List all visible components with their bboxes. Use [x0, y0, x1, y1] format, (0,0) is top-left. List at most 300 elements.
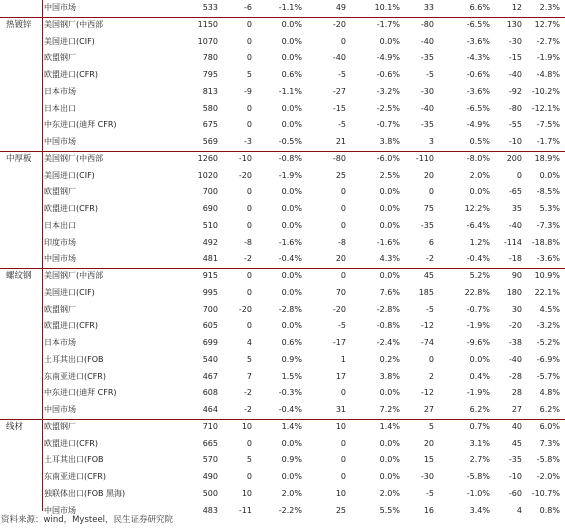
- value-cell: 500: [202, 488, 218, 498]
- value-cell: -2: [244, 388, 252, 398]
- value-cell: 540: [202, 354, 218, 364]
- value-cell: 10: [241, 488, 252, 498]
- value-cell: 464: [202, 405, 218, 414]
- table-row: [0, 469, 565, 486]
- value-cell: -92: [508, 86, 522, 96]
- value-cell: 0.0%: [281, 220, 302, 230]
- value-cell: 16: [423, 505, 434, 515]
- value-cell: -11: [238, 505, 252, 515]
- value-cell: 1.4%: [379, 421, 400, 431]
- value-cell: 0: [428, 187, 434, 197]
- value-cell: 0.9%: [281, 455, 302, 465]
- value-cell: 3.1%: [469, 438, 490, 448]
- value-cell: -18: [508, 254, 522, 264]
- value-cell: -40: [508, 354, 522, 364]
- value-cell: -1.6%: [278, 237, 302, 247]
- market-name: 中国市场: [44, 254, 76, 264]
- value-cell: -74: [420, 338, 434, 347]
- value-cell: 0.0%: [281, 120, 302, 130]
- table-row: [0, 352, 565, 369]
- table-row: [0, 486, 565, 503]
- value-cell: 45: [511, 438, 522, 448]
- value-cell: -80: [332, 153, 346, 163]
- value-cell: -18.8%: [531, 237, 560, 247]
- value-cell: -4.3%: [466, 53, 490, 63]
- value-cell: 3.8%: [379, 371, 400, 381]
- value-cell: 35: [511, 204, 522, 213]
- value-cell: -40: [508, 220, 522, 230]
- value-cell: -5: [338, 70, 346, 79]
- value-cell: -10.7%: [531, 488, 560, 498]
- table-row: [0, 452, 565, 469]
- value-cell: -1.6%: [376, 237, 400, 247]
- value-cell: 6.0%: [539, 421, 560, 431]
- value-cell: 0: [246, 472, 252, 481]
- value-cell: 665: [202, 438, 218, 448]
- value-cell: -4.8%: [536, 70, 560, 79]
- value-cell: 12: [511, 3, 522, 12]
- value-cell: 0: [340, 204, 346, 213]
- value-cell: 7: [246, 371, 252, 381]
- value-cell: 7.3%: [539, 438, 560, 448]
- value-cell: 995: [202, 287, 218, 297]
- value-cell: 710: [202, 421, 218, 431]
- value-cell: 20: [423, 170, 434, 180]
- value-cell: -38: [508, 338, 522, 347]
- market-name: 美国进口(CIF): [44, 287, 95, 297]
- value-cell: 45: [423, 271, 434, 280]
- value-cell: 0.0%: [281, 103, 302, 113]
- value-cell: -7.3%: [536, 220, 560, 230]
- value-cell: 580: [202, 103, 218, 113]
- value-cell: 483: [202, 505, 218, 515]
- value-cell: -2.8%: [376, 304, 400, 314]
- value-cell: 510: [202, 220, 218, 230]
- market-name: 日本出口: [44, 103, 76, 113]
- value-cell: -0.6%: [466, 70, 490, 79]
- value-cell: 2.0%: [469, 170, 490, 180]
- value-cell: 0: [246, 438, 252, 448]
- value-cell: 7.2%: [379, 405, 400, 414]
- market-name: 东南亚进口(CFR): [44, 371, 106, 381]
- market-name: 美国钢厂(中西部: [44, 19, 104, 29]
- value-cell: -0.5%: [278, 137, 302, 146]
- value-cell: -65: [508, 187, 522, 197]
- value-cell: 21: [335, 137, 346, 146]
- market-name: 日本市场: [44, 86, 76, 96]
- value-cell: 30: [511, 304, 522, 314]
- value-cell: -6.9%: [536, 354, 560, 364]
- value-cell: 0.0%: [281, 287, 302, 297]
- value-cell: 0.0%: [379, 388, 400, 398]
- value-cell: -5.7%: [536, 371, 560, 381]
- value-cell: -40: [420, 103, 434, 113]
- value-cell: -0.7%: [466, 304, 490, 314]
- value-cell: 6.6%: [469, 3, 490, 12]
- value-cell: -20: [332, 304, 346, 314]
- value-cell: 1020: [197, 170, 218, 180]
- value-cell: -6.5%: [466, 103, 490, 113]
- value-cell: -40: [332, 53, 346, 63]
- value-cell: 533: [202, 3, 218, 12]
- value-cell: -80: [508, 103, 522, 113]
- value-cell: 0.0%: [281, 36, 302, 46]
- value-cell: 70: [335, 287, 346, 297]
- value-cell: 0: [246, 103, 252, 113]
- value-cell: -2.5%: [376, 103, 400, 113]
- value-cell: -3: [244, 137, 252, 146]
- value-cell: 605: [202, 321, 218, 331]
- value-cell: 2.0%: [281, 488, 302, 498]
- category-label: 螺纹钢: [6, 271, 32, 281]
- value-cell: 700: [202, 304, 218, 314]
- value-cell: 0: [340, 187, 346, 197]
- market-name: 欧盟钢厂: [44, 53, 76, 63]
- value-cell: -5.8%: [466, 472, 490, 481]
- value-cell: 4.5%: [539, 304, 560, 314]
- table-row: [0, 436, 565, 453]
- value-cell: 0.0%: [379, 438, 400, 448]
- value-cell: -1.9%: [466, 388, 490, 398]
- value-cell: -5: [426, 70, 434, 79]
- value-cell: 0: [340, 271, 346, 280]
- value-cell: -3.6%: [466, 36, 490, 46]
- value-cell: -30: [420, 86, 434, 96]
- value-cell: -0.6%: [376, 70, 400, 79]
- value-cell: 90: [511, 271, 522, 280]
- value-cell: -2.4%: [376, 338, 400, 347]
- table-row: [0, 134, 565, 151]
- value-cell: 2.3%: [539, 3, 560, 12]
- value-cell: 27: [511, 405, 522, 414]
- value-cell: 22.1%: [534, 287, 560, 297]
- market-name: 美国钢厂(中西部: [44, 153, 104, 163]
- value-cell: -0.8%: [278, 153, 302, 163]
- value-cell: -15: [332, 103, 346, 113]
- value-cell: 3.8%: [379, 137, 400, 146]
- value-cell: 180: [506, 287, 522, 297]
- market-name: 中国市场: [44, 405, 76, 414]
- market-name: 东南亚进口(CFR): [44, 472, 106, 481]
- value-cell: 0: [246, 204, 252, 213]
- value-cell: 1.5%: [281, 371, 302, 381]
- value-cell: -20: [238, 304, 252, 314]
- market-name: 中东进口(迪拜 CFR): [44, 120, 117, 130]
- value-cell: 1.4%: [281, 421, 302, 431]
- value-cell: 0.5%: [469, 137, 490, 146]
- market-name: 欧盟钢厂: [44, 187, 76, 197]
- value-cell: 33: [423, 3, 434, 12]
- value-cell: 0.0%: [379, 472, 400, 481]
- value-cell: 569: [202, 137, 218, 146]
- value-cell: -4.9%: [376, 53, 400, 63]
- value-cell: -1.1%: [278, 86, 302, 96]
- table-row: [0, 335, 565, 352]
- value-cell: -10: [238, 153, 252, 163]
- value-cell: -2.0%: [536, 472, 560, 481]
- value-cell: 20: [423, 438, 434, 448]
- value-cell: 25: [335, 505, 346, 515]
- market-name: 欧盟钢厂: [44, 421, 76, 431]
- value-cell: 6.2%: [539, 405, 560, 414]
- value-cell: 915: [202, 271, 218, 280]
- table-row: [0, 101, 565, 118]
- value-cell: 22.8%: [464, 287, 490, 297]
- value-cell: -2.8%: [278, 304, 302, 314]
- table-row: [0, 17, 565, 34]
- value-cell: -8: [338, 237, 346, 247]
- value-cell: 28: [511, 388, 522, 398]
- value-cell: 700: [202, 187, 218, 197]
- value-cell: 200: [506, 153, 522, 163]
- value-cell: -6: [244, 3, 252, 12]
- value-cell: 20: [335, 254, 346, 264]
- value-cell: 813: [202, 86, 218, 96]
- value-cell: 1150: [197, 19, 218, 29]
- value-cell: 10: [241, 421, 252, 431]
- value-cell: -2.7%: [536, 36, 560, 46]
- market-name: 美国钢厂(中西部: [44, 271, 104, 280]
- value-cell: 4: [246, 338, 252, 347]
- value-cell: 699: [202, 338, 218, 347]
- value-cell: -5: [426, 304, 434, 314]
- value-cell: 0.6%: [281, 70, 302, 79]
- value-cell: 795: [202, 70, 218, 79]
- value-cell: 0.0%: [379, 271, 400, 280]
- table-row: [0, 385, 565, 402]
- value-cell: 0: [246, 36, 252, 46]
- value-cell: 5: [246, 70, 252, 79]
- value-cell: 0: [246, 271, 252, 280]
- value-cell: 0: [246, 287, 252, 297]
- value-cell: 0.0%: [379, 36, 400, 46]
- market-name: 中国市场: [44, 137, 76, 146]
- market-name: 土耳其出口(FOB: [44, 455, 104, 465]
- market-name: 欧盟进口(CFR): [44, 70, 98, 79]
- value-cell: -28: [508, 371, 522, 381]
- value-cell: 0.0%: [281, 438, 302, 448]
- value-cell: -10: [508, 137, 522, 146]
- value-cell: 10.1%: [374, 3, 400, 12]
- value-cell: 0.0%: [379, 187, 400, 197]
- value-cell: -114: [503, 237, 522, 247]
- value-cell: 608: [202, 388, 218, 398]
- value-cell: 17: [335, 371, 346, 381]
- value-cell: 0.9%: [281, 354, 302, 364]
- value-cell: 0.0%: [281, 19, 302, 29]
- value-cell: 40: [511, 421, 522, 431]
- value-cell: -40: [420, 36, 434, 46]
- value-cell: -1.7%: [376, 19, 400, 29]
- value-cell: -2: [426, 254, 434, 264]
- value-cell: 492: [202, 237, 218, 247]
- value-cell: -8.0%: [466, 153, 490, 163]
- value-cell: 0: [428, 354, 434, 364]
- value-cell: -0.4%: [466, 254, 490, 264]
- table-row: [0, 201, 565, 218]
- market-name: 土耳其出口(FOB: [44, 354, 104, 364]
- value-cell: 0: [516, 170, 522, 180]
- value-cell: 12.7%: [534, 19, 560, 29]
- market-name: 欧盟进口(CFR): [44, 438, 98, 448]
- value-cell: 0.0%: [281, 53, 302, 63]
- value-cell: 490: [202, 472, 218, 481]
- market-name: 日本出口: [44, 220, 76, 230]
- value-cell: -3.6%: [466, 86, 490, 96]
- value-cell: 4.3%: [379, 254, 400, 264]
- value-cell: 0.0%: [281, 321, 302, 331]
- table-row: [0, 84, 565, 101]
- value-cell: 0: [246, 19, 252, 29]
- value-cell: 18.9%: [534, 153, 560, 163]
- value-cell: 0: [340, 220, 346, 230]
- value-cell: 0.7%: [469, 421, 490, 431]
- source-note: 资料来源：wind，Mysteel，民生证券研究院: [1, 515, 174, 525]
- value-cell: 0.0%: [379, 204, 400, 213]
- value-cell: -2: [244, 254, 252, 264]
- value-cell: 0.6%: [281, 338, 302, 347]
- category-label: 中厚板: [6, 153, 32, 164]
- value-cell: 0.2%: [379, 354, 400, 364]
- table-row: [0, 402, 565, 419]
- value-cell: 0.0%: [281, 187, 302, 197]
- value-cell: -5.2%: [536, 338, 560, 347]
- value-cell: 0: [246, 220, 252, 230]
- table-row: [0, 67, 565, 84]
- table-row: [0, 34, 565, 51]
- market-name: 印度市场: [44, 237, 76, 247]
- table-row: [0, 218, 565, 235]
- table-row: [0, 151, 565, 168]
- value-cell: -5: [426, 488, 434, 498]
- value-cell: -0.7%: [376, 120, 400, 130]
- value-cell: -30: [508, 36, 522, 46]
- value-cell: 481: [202, 254, 218, 264]
- value-cell: -30: [420, 472, 434, 481]
- value-cell: -35: [508, 455, 522, 465]
- value-cell: 690: [202, 204, 218, 213]
- value-cell: 5: [246, 455, 252, 465]
- value-cell: -35: [420, 120, 434, 130]
- table-row: [0, 268, 565, 285]
- value-cell: -35: [420, 220, 434, 230]
- value-cell: 27: [423, 405, 434, 414]
- value-cell: 5: [428, 421, 434, 431]
- value-cell: -2.2%: [278, 505, 302, 515]
- value-cell: 31: [335, 405, 346, 414]
- value-cell: -27: [332, 86, 346, 96]
- table-row: [0, 0, 565, 17]
- value-cell: -2: [244, 405, 252, 414]
- value-cell: 2.0%: [379, 488, 400, 498]
- value-cell: 2.5%: [379, 170, 400, 180]
- value-cell: 2.7%: [469, 455, 490, 465]
- value-cell: -6.5%: [466, 19, 490, 29]
- value-cell: -35: [420, 53, 434, 63]
- value-cell: -9: [244, 86, 252, 96]
- value-cell: 0: [340, 472, 346, 481]
- value-cell: 5.5%: [379, 505, 400, 515]
- value-cell: 4: [516, 505, 522, 515]
- value-cell: -0.4%: [278, 405, 302, 414]
- table-row: [0, 168, 565, 185]
- table-row: [0, 184, 565, 201]
- value-cell: -3.2%: [376, 86, 400, 96]
- value-cell: 0.0%: [379, 220, 400, 230]
- value-cell: -1.9%: [466, 321, 490, 331]
- value-cell: 0.0%: [539, 170, 560, 180]
- table-row: [0, 235, 565, 252]
- value-cell: -3.2%: [536, 321, 560, 331]
- value-cell: -1.9%: [536, 53, 560, 63]
- value-cell: 0.0%: [379, 455, 400, 465]
- market-name: 中国市场: [44, 3, 76, 12]
- value-cell: 7.6%: [379, 287, 400, 297]
- value-cell: -80: [420, 19, 434, 29]
- table-row: [0, 302, 565, 319]
- value-cell: 0: [246, 321, 252, 331]
- market-name: 中东进口(迪拜 CFR): [44, 388, 117, 398]
- table-row: [0, 117, 565, 134]
- value-cell: 1070: [197, 36, 218, 46]
- value-cell: 2: [428, 371, 434, 381]
- value-cell: -20: [508, 321, 522, 331]
- value-cell: 1: [340, 354, 346, 364]
- value-cell: 0: [246, 187, 252, 197]
- value-cell: -55: [508, 120, 522, 130]
- market-name: 日本市场: [44, 338, 76, 347]
- value-cell: -6.0%: [376, 153, 400, 163]
- value-cell: 10.9%: [534, 271, 560, 280]
- value-cell: -5: [338, 321, 346, 331]
- value-cell: 0.0%: [469, 187, 490, 197]
- value-cell: 675: [202, 120, 218, 130]
- market-name: 欧盟进口(CFR): [44, 204, 98, 213]
- value-cell: 6.2%: [469, 405, 490, 414]
- value-cell: -12: [420, 388, 434, 398]
- value-cell: 6: [428, 237, 434, 247]
- value-cell: -12.1%: [531, 103, 560, 113]
- market-name: 美国进口(CIF): [44, 170, 95, 180]
- value-cell: -20: [332, 19, 346, 29]
- table-row: [0, 419, 565, 436]
- market-name: 美国进口(CIF): [44, 36, 95, 46]
- value-cell: 4.8%: [539, 388, 560, 398]
- value-cell: 570: [202, 455, 218, 465]
- value-cell: -0.8%: [376, 321, 400, 331]
- value-cell: -10: [508, 472, 522, 481]
- table-row: [0, 369, 565, 386]
- market-name: 欧盟钢厂: [44, 304, 76, 314]
- value-cell: 0: [340, 36, 346, 46]
- value-cell: 0: [340, 388, 346, 398]
- value-cell: 130: [506, 19, 522, 29]
- value-cell: -17: [332, 338, 346, 347]
- value-cell: 0.0%: [281, 204, 302, 213]
- value-cell: -0.4%: [278, 254, 302, 264]
- value-cell: 49: [335, 3, 346, 12]
- value-cell: -0.3%: [278, 388, 302, 398]
- value-cell: 12.2%: [464, 204, 490, 213]
- value-cell: -1.1%: [278, 3, 302, 12]
- market-name: 中国市场: [44, 505, 76, 515]
- value-cell: -12: [420, 321, 434, 331]
- value-cell: -9.6%: [466, 338, 490, 347]
- value-cell: -8: [244, 237, 252, 247]
- value-cell: 1.2%: [469, 237, 490, 247]
- table-row: [0, 50, 565, 67]
- value-cell: 467: [202, 371, 218, 381]
